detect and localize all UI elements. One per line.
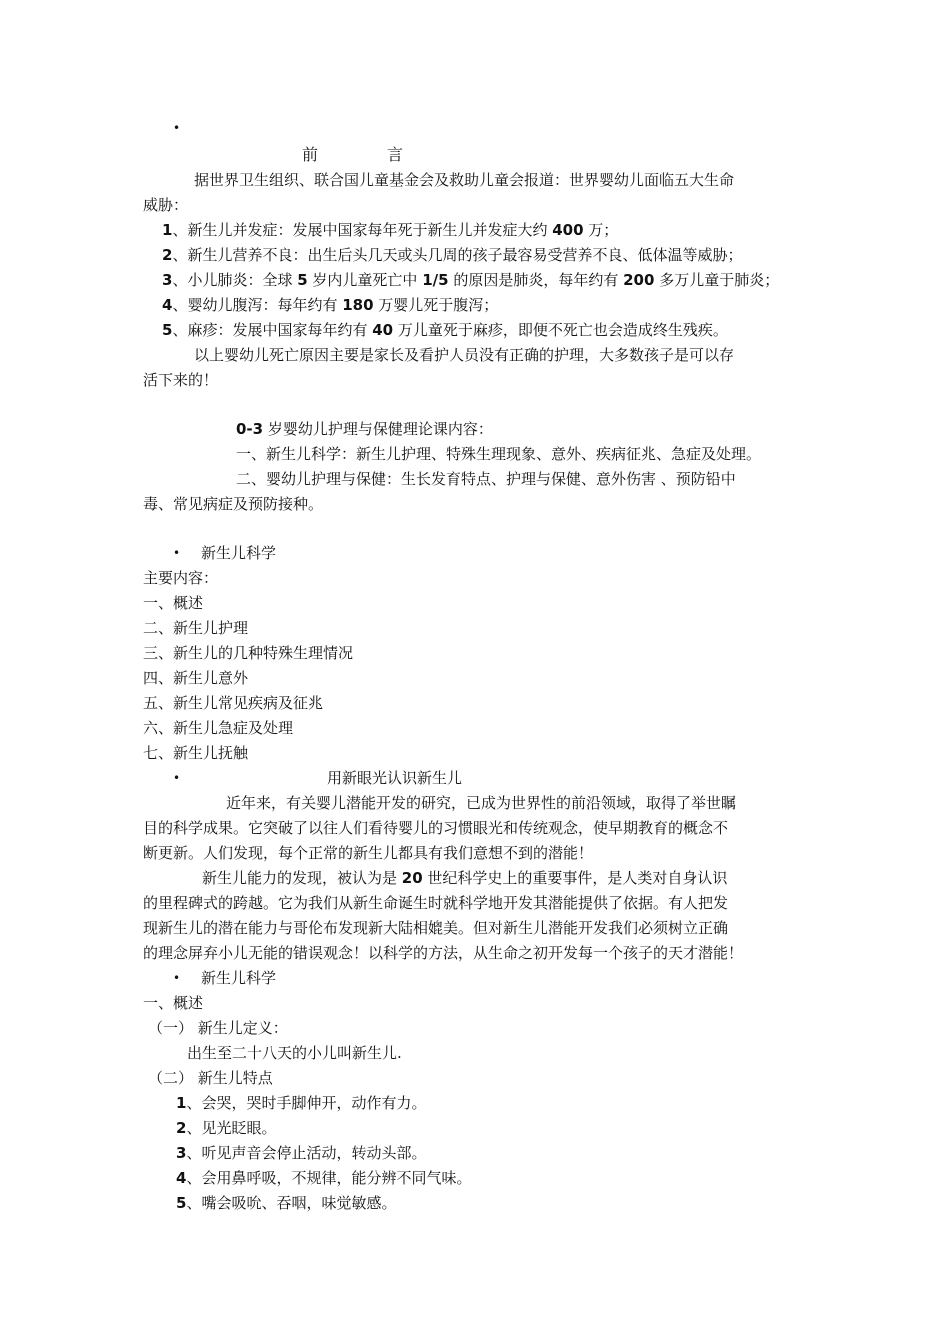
view-p1-line1: 近年来，有关婴儿潜能开发的研究，已成为世界性的前沿领域，取得了举世瞩 <box>226 794 737 812</box>
overview-heading: 新生儿科学 <box>201 969 277 987</box>
outline-item: 五、新生儿常见疾病及征兆 <box>143 694 324 712</box>
feature-item: 3、听见声音会停止活动，转动头部。 <box>176 1144 427 1162</box>
features-label: （二） 新生儿特点 <box>148 1069 273 1087</box>
threat-5: 5、麻疹：发展中国家每年约有 40 万儿童死于麻疹，即便不死亡也会造成终生残疾。 <box>162 321 728 339</box>
outline-item: 二、新生儿护理 <box>143 619 249 637</box>
bullet-newborn: • <box>173 546 181 560</box>
feature-item: 1、会哭，哭时手脚伸开，动作有力。 <box>176 1094 427 1112</box>
threat-1: 1、新生儿并发症：发展中国家每年死于新生儿并发症大约 400 万； <box>162 221 619 239</box>
outline-item: 三、新生儿的几种特殊生理情况 <box>143 644 354 662</box>
view-p2-line4: 的理念屏弃小儿无能的错误观念！以科学的方法，从生命之初开发每一个孩子的天才潜能！ <box>143 944 744 962</box>
preface-intro-line1: 据世界卫生组织、联合国儿童基金会及救助儿童会报道：世界婴幼儿面临五大生命 <box>194 171 735 189</box>
course-item-1: 一、新生儿科学：新生儿护理、特殊生理现象、意外、疾病征兆、急症及处理。 <box>236 445 762 463</box>
course-item-2-line1: 二、婴幼儿护理与保健：生长发育特点、护理与保健、意外伤害 、预防铅中 <box>236 470 736 488</box>
preface-title-1: 前 <box>302 145 319 164</box>
view-p2-line1: 新生儿能力的发现，被认为是 20 世纪科学史上的重要事件，是人类对自身认识 <box>202 869 728 887</box>
threat-3: 3、小儿肺炎：全球 5 岁内儿童死亡中 1/5 的原因是肺炎，每年约有 200 多万儿童于肺炎； <box>162 271 780 289</box>
feature-item: 2、见光眨眼。 <box>176 1119 277 1137</box>
bullet-overview: • <box>173 971 181 985</box>
threat-4: 4、婴幼儿腹泻：每年约有 180 万婴儿死于腹泻； <box>162 296 499 314</box>
threat-2: 2、新生儿营养不良：出生后头几天或头几周的孩子最容易受营养不良、低体温等威胁； <box>162 246 743 264</box>
view-p2-line2: 的里程碑式的跨越。它为我们从新生命诞生时就科学地开发其潜能提供了依据。有人把发 <box>143 894 729 912</box>
new-view-heading: 用新眼光认识新生儿 <box>327 769 463 787</box>
course-item-2-line2: 毒、常见病症及预防接种。 <box>143 495 324 513</box>
newborn-heading: 新生儿科学 <box>201 544 277 562</box>
definition-label: （一） 新生儿定义： <box>148 1019 288 1037</box>
view-p1-line2: 目的科学成果。它突破了以往人们看待婴儿的习惯眼光和传统观念，使早期教育的概念不 <box>143 819 729 837</box>
outline-item: 四、新生儿意外 <box>143 669 249 687</box>
bullet-new-view: • <box>173 771 181 785</box>
course-heading: 0-3 岁婴幼儿护理与保健理论课内容： <box>236 420 493 438</box>
feature-item: 4、会用鼻呼吸，不规律，能分辨不同气味。 <box>176 1169 472 1187</box>
definition-text: 出生至二十八天的小儿叫新生儿. <box>187 1044 402 1062</box>
view-p2-line3: 现新生儿的潜在能力与哥伦布发现新大陆相媲美。但对新生儿潜能开发我们必须树立正确 <box>143 919 729 937</box>
outline-item: 一、概述 <box>143 594 204 612</box>
overview-subheading: 一、概述 <box>143 994 204 1012</box>
bullet-preface: • <box>173 121 181 135</box>
feature-item: 5、嘴会吸吮、吞咽，味觉敏感。 <box>176 1194 397 1212</box>
preface-intro-line2: 威胁： <box>143 196 189 214</box>
preface-conclusion-line2: 活下来的！ <box>143 371 219 389</box>
outline-item: 七、新生儿抚触 <box>143 744 249 762</box>
view-p1-line3: 断更新。人们发现，每个正常的新生儿都具有我们意想不到的潜能！ <box>143 844 594 862</box>
main-contents-label: 主要内容： <box>143 569 219 587</box>
preface-conclusion-line1: 以上婴幼儿死亡原因主要是家长及看护人员没有正确的护理，大多数孩子是可以存 <box>194 346 735 364</box>
outline-item: 六、新生儿急症及处理 <box>143 719 294 737</box>
preface-title-2: 言 <box>387 145 404 164</box>
